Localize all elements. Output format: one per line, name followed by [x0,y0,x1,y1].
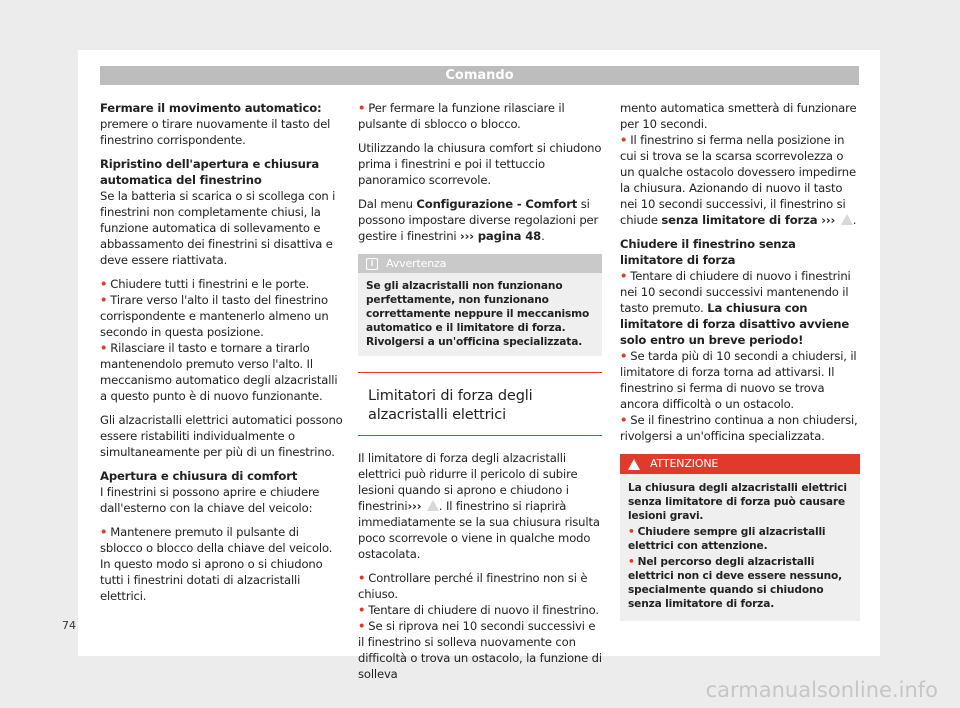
bullet-icon: • [358,603,366,617]
list-item-text: Per fermare la funzione rilasciare il pulsante di sblocco o blocco. [358,101,565,131]
bullet-icon: • [620,349,628,363]
stop-auto-label: Fermare il movimento automatico: [100,101,322,115]
list-item-text: Se il finestrino continua a non chiudersi, rivolgersi a un'officina specializzata. [620,413,858,443]
list-item-bold: senza limitatore di forza [661,213,818,227]
limiter-text-2: . Il finestrino si riaprirà immediatamente se la sua chiusura risulta poco scorrevole o viene in qualche modo ostacolata. [358,499,600,561]
paragraph-individual: Gli alzacristalli elettrici automatici possono essere ristabiliti individualmente o simultaneamente per più di un finestrino. [100,413,343,459]
paragraph-continued: mento automatica smetterà di funzionare per 10 secondi. [620,101,857,131]
menu-path: Configurazione - Comfort [416,197,578,211]
list-item [620,412,860,444]
reference-arrow-icon: ››› [460,229,474,243]
list-item-text: Se si riprova nei 10 secondi successivi e il finestrino si solleva nuovamente con difficoltà o trova un ostacolo, la funzione di solleva [358,619,602,681]
warning-triangle-icon [841,214,853,225]
list-item [628,525,852,553]
reference-arrow-icon: ››› [407,499,422,513]
bullet-icon: • [628,556,635,568]
list-item-end: . [852,213,857,227]
note-header [358,254,602,273]
paragraph-stop-auto [100,100,343,148]
list-item [358,570,602,602]
note-body: Se gli alzacristalli non funzionano perfettamente, non funzionano correttamente neppure il meccanismo automatico e il limitatore di forza. Rivolgersi a un'officina specializzata. [366,280,590,348]
list-item [620,268,860,348]
list-item [100,340,343,404]
bullet-icon: • [100,293,108,307]
paragraph-menu [358,196,602,244]
list-item-text: Rilasciare il tasto e tornare a tirarlo mantenendolo premuto verso l'alto. Il meccanismo automatico degli alzacristalli a questo punto è di nuovo funzionante. [100,341,338,403]
paragraph-comfort: I finestrini si possono aprire e chiudere dall'esterno con la chiave del veicolo: [100,485,320,515]
info-icon: i [366,258,378,270]
list-item [100,524,343,604]
reference-arrow-icon: ››› [817,213,836,227]
bullet-icon: • [100,277,108,291]
paragraph-battery: Se la batteria si scarica o si scollega con i finestrini non completamente chiusi, la funzione automatica di sollevamento e abbassamento dei finestrini si disattiva e deve essere riattivata. [100,189,336,267]
attention-body [620,474,860,621]
column-3 [620,100,860,621]
bullet-icon: • [100,341,108,355]
bullet-icon: • [620,133,628,147]
bullet-icon: • [628,526,635,538]
attention-header [620,454,860,474]
page-header: Comando [100,66,859,85]
list-item-text: Tentare di chiudere di nuovo i finestrini nei 10 secondi successivi mantenendo il tasto premuto. [620,269,851,315]
heading-comfort: Apertura e chiusura di comfort [100,469,298,483]
menu-text: Dal menu [358,197,417,211]
bullet-icon: • [100,525,108,539]
note-title: Avvertenza [386,257,447,270]
list-item-text: Mantenere premuto il pulsante di sblocco o blocco della chiave del veicolo. In questo modo si aprono o si chiudono tutti i finestrini dotati di alzacristalli elettrici. [100,525,333,603]
watermark: carmanualsonline.info [705,678,938,702]
bullet-icon: • [358,619,366,633]
page-number: 74 [62,619,76,632]
menu-text-end: . [541,229,545,243]
list-item [628,555,852,611]
column-2 [358,100,602,690]
list-item-text: Chiudere tutti i finestrini e le porte. [110,277,310,291]
list-item [358,618,602,682]
bullet-icon: • [620,269,628,283]
list-item-text: Controllare perché il finestrino non si è chiuso. [358,571,588,601]
heading-restore-auto: Ripristino dell'apertura e chiusura automatica del finestrino [100,157,319,187]
limiter-text: Il limitatore di forza degli alzacristalli elettrici può ridurre il pericolo di subire lesioni quando si aprono e chiudono i finestrini [358,451,578,513]
list-item-text: Nel percorso degli alzacristalli elettrici non ci deve essere nessuno, specialmente quando si chiudono senza limitatore di forza. [628,556,843,610]
stop-auto-text: premere o tirare nuovamente il tasto del finestrino corrispondente. [100,117,331,147]
list-item [100,276,343,292]
list-item-text: Se tarda più di 10 secondi a chiudersi, il limitatore di forza torna ad attivarsi. Il finestrino si ferma di nuovo se trova ancora difficoltà o un ostacolo. [620,349,857,411]
bullet-icon: • [358,571,366,585]
section-title: Limitatori di forza degli alzacristalli elettrici [358,372,602,436]
attention-box [620,454,860,621]
list-item [100,292,343,340]
list-item-bold: La chiusura con limitatore di forza disattivo avviene solo entro un breve periodo! [620,301,850,347]
menu-text-2: si possono impostare diverse regolazioni per gestire i finestrini [358,197,599,243]
column-1 [100,100,343,612]
bullet-icon: • [358,101,366,115]
note-box [358,254,602,356]
paragraph-comfort-close: Utilizzando la chiusura comfort si chiudono prima i finestrini e poi il tettuccio panoramico scorrevole. [358,141,602,187]
list-item-text: Il finestrino si ferma nella posizione in cui si trova se la scarsa scorrevolezza o un qualche ostacolo dovessero impedirne la chiusura. Azionando di nuovo il tasto nei 10 secondi successivi, il finestrino si chiude [620,133,856,227]
paragraph-limiter [358,450,602,562]
page-reference-link[interactable]: pagina 48 [473,229,542,243]
heading-no-limiter: Chiudere il finestrino senza limitatore di forza [620,237,796,267]
attention-text: La chiusura degli alzacristalli elettrici senza limitatore di forza può causare lesioni gravi. [628,482,847,522]
list-item [620,132,860,228]
list-item-text: Tentare di chiudere di nuovo il finestrino. [368,603,599,617]
list-item [358,602,602,618]
list-item-text: Tirare verso l'alto il tasto del finestrino corrispondente e mantenerlo almeno un secondo in questa posizione. [100,293,329,339]
list-item [620,348,860,412]
bullet-icon: • [620,413,628,427]
list-item [358,100,602,132]
warning-triangle-icon [628,459,640,470]
list-item-text: Chiudere sempre gli alzacristalli elettrici con attenzione. [628,526,826,552]
attention-title: ATTENZIONE [650,457,719,470]
warning-triangle-icon [427,500,439,511]
